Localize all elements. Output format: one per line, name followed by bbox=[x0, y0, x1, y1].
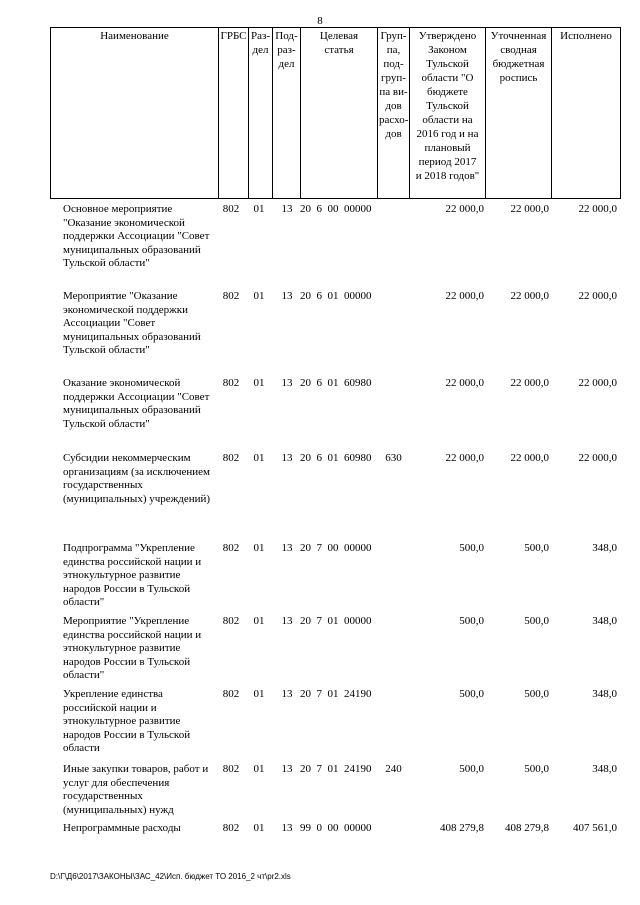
header-celevaya: Целевая статья bbox=[300, 27, 377, 199]
row-name: Подпрограмма "Укрепление единства российской нации и этнокультурное развитие народов России в Тульской области" bbox=[63, 542, 202, 608]
row-podrazdel: 13 bbox=[281, 203, 293, 215]
row-celevaya: 99 0 00 00000 bbox=[300, 822, 372, 834]
row-grbs: 802 bbox=[222, 763, 240, 775]
row-utochnennaya: 22 000,0 bbox=[510, 452, 549, 464]
row-name: Основное мероприятие "Оказание экономической поддержки Ассоциации "Совет муниципальных образований Тульской области" bbox=[63, 203, 210, 269]
header-name: Наименование bbox=[50, 27, 218, 199]
row-utochnennaya: 22 000,0 bbox=[510, 377, 549, 389]
row-celevaya: 20 7 01 00000 bbox=[300, 615, 372, 627]
row-utochnennaya: 500,0 bbox=[524, 542, 549, 554]
row-celevaya: 20 6 01 00000 bbox=[300, 290, 372, 302]
row-utverzhdeno: 22 000,0 bbox=[445, 290, 484, 302]
header-podrazdel: Под- раз- дел bbox=[272, 27, 300, 199]
row-name: Укрепление единства российской нации и этнокультурное развитие народов России в Тульской области bbox=[63, 688, 191, 754]
row-razdel: 01 bbox=[253, 203, 265, 215]
row-podrazdel: 13 bbox=[281, 763, 293, 775]
row-ispolneno: 348,0 bbox=[592, 688, 617, 700]
row-utochnennaya: 500,0 bbox=[524, 763, 549, 775]
row-name: Субсидии некоммерческим организациям (за исключением государственных (муниципальных) учреждений) bbox=[63, 452, 211, 505]
row-name: Оказание экономической поддержки Ассоциации "Совет муниципальных образований Тульской области" bbox=[63, 377, 210, 430]
header-utochnennaya: Уточненная сводная бюджетная роспись bbox=[485, 27, 551, 199]
row-grbs: 802 bbox=[222, 203, 240, 215]
header-grbs: ГРБС bbox=[218, 27, 248, 199]
row-utochnennaya: 500,0 bbox=[524, 688, 549, 700]
row-ispolneno: 348,0 bbox=[592, 615, 617, 627]
page-number: 8 bbox=[317, 15, 323, 27]
row-name: Непрограммные расходы bbox=[63, 822, 181, 834]
header-ispolneno: Исполнено bbox=[551, 27, 621, 199]
row-grbs: 802 bbox=[222, 290, 240, 302]
row-celevaya: 20 7 01 24190 bbox=[300, 688, 372, 700]
row-razdel: 01 bbox=[253, 377, 265, 389]
row-celevaya: 20 7 01 24190 bbox=[300, 763, 372, 775]
row-podrazdel: 13 bbox=[281, 615, 293, 627]
row-grbs: 802 bbox=[222, 542, 240, 554]
row-ispolneno: 22 000,0 bbox=[578, 377, 617, 389]
row-razdel: 01 bbox=[253, 542, 265, 554]
row-ispolneno: 22 000,0 bbox=[578, 203, 617, 215]
row-razdel: 01 bbox=[253, 615, 265, 627]
row-grbs: 802 bbox=[222, 822, 240, 834]
row-razdel: 01 bbox=[253, 290, 265, 302]
row-utverzhdeno: 500,0 bbox=[459, 615, 484, 627]
row-podrazdel: 13 bbox=[281, 542, 293, 554]
row-utochnennaya: 22 000,0 bbox=[510, 203, 549, 215]
row-podrazdel: 13 bbox=[281, 452, 293, 464]
row-celevaya: 20 6 01 60980 bbox=[300, 377, 372, 389]
row-utverzhdeno: 500,0 bbox=[459, 542, 484, 554]
row-vid: 630 bbox=[385, 452, 402, 464]
row-utochnennaya: 408 279,8 bbox=[505, 822, 549, 834]
row-grbs: 802 bbox=[222, 615, 240, 627]
row-podrazdel: 13 bbox=[281, 377, 293, 389]
row-utverzhdeno: 408 279,8 bbox=[440, 822, 484, 834]
row-name: Мероприятие "Укрепление единства российской нации и этнокультурное развитие народов России в Тульской области" bbox=[63, 615, 202, 681]
row-utverzhdeno: 22 000,0 bbox=[445, 452, 484, 464]
header-utverzhdeno: Утверждено Законом Тульской области "О бюджете Тульской области на 2016 год и на плановый период 2017 и 2018 годов" bbox=[409, 27, 485, 199]
row-ispolneno: 348,0 bbox=[592, 542, 617, 554]
row-celevaya: 20 6 00 00000 bbox=[300, 203, 372, 215]
header-vid: Груп- па, под- груп- па ви- дов расхо- дов bbox=[377, 27, 409, 199]
row-utochnennaya: 500,0 bbox=[524, 615, 549, 627]
row-ispolneno: 22 000,0 bbox=[578, 290, 617, 302]
row-utverzhdeno: 500,0 bbox=[459, 688, 484, 700]
row-celevaya: 20 6 01 60980 bbox=[300, 452, 372, 464]
row-razdel: 01 bbox=[253, 452, 265, 464]
row-ispolneno: 22 000,0 bbox=[578, 452, 617, 464]
row-name: Мероприятие "Оказание экономической поддержки Ассоциации "Совет муниципальных образований Тульской области" bbox=[63, 290, 201, 356]
row-ispolneno: 348,0 bbox=[592, 763, 617, 775]
row-grbs: 802 bbox=[222, 452, 240, 464]
row-razdel: 01 bbox=[253, 688, 265, 700]
row-utverzhdeno: 22 000,0 bbox=[445, 377, 484, 389]
row-name: Иные закупки товаров, работ и услуг для обеспечения государственных (муниципальных) нужд bbox=[63, 763, 209, 816]
row-razdel: 01 bbox=[253, 763, 265, 775]
row-grbs: 802 bbox=[222, 688, 240, 700]
header-razdel: Раз- дел bbox=[248, 27, 272, 199]
row-utverzhdeno: 22 000,0 bbox=[445, 203, 484, 215]
row-vid: 240 bbox=[385, 763, 402, 775]
row-grbs: 802 bbox=[222, 377, 240, 389]
row-celevaya: 20 7 00 00000 bbox=[300, 542, 372, 554]
row-utochnennaya: 22 000,0 bbox=[510, 290, 549, 302]
row-ispolneno: 407 561,0 bbox=[573, 822, 617, 834]
file-path-footer: D:\Г\Д6\2017\ЗАКОНЫ\ЗАС_42\Исп. бюджет ТО 2016_2 чт\pr2.xls bbox=[50, 872, 291, 881]
row-utverzhdeno: 500,0 bbox=[459, 763, 484, 775]
row-podrazdel: 13 bbox=[281, 290, 293, 302]
row-podrazdel: 13 bbox=[281, 688, 293, 700]
row-razdel: 01 bbox=[253, 822, 265, 834]
row-podrazdel: 13 bbox=[281, 822, 293, 834]
